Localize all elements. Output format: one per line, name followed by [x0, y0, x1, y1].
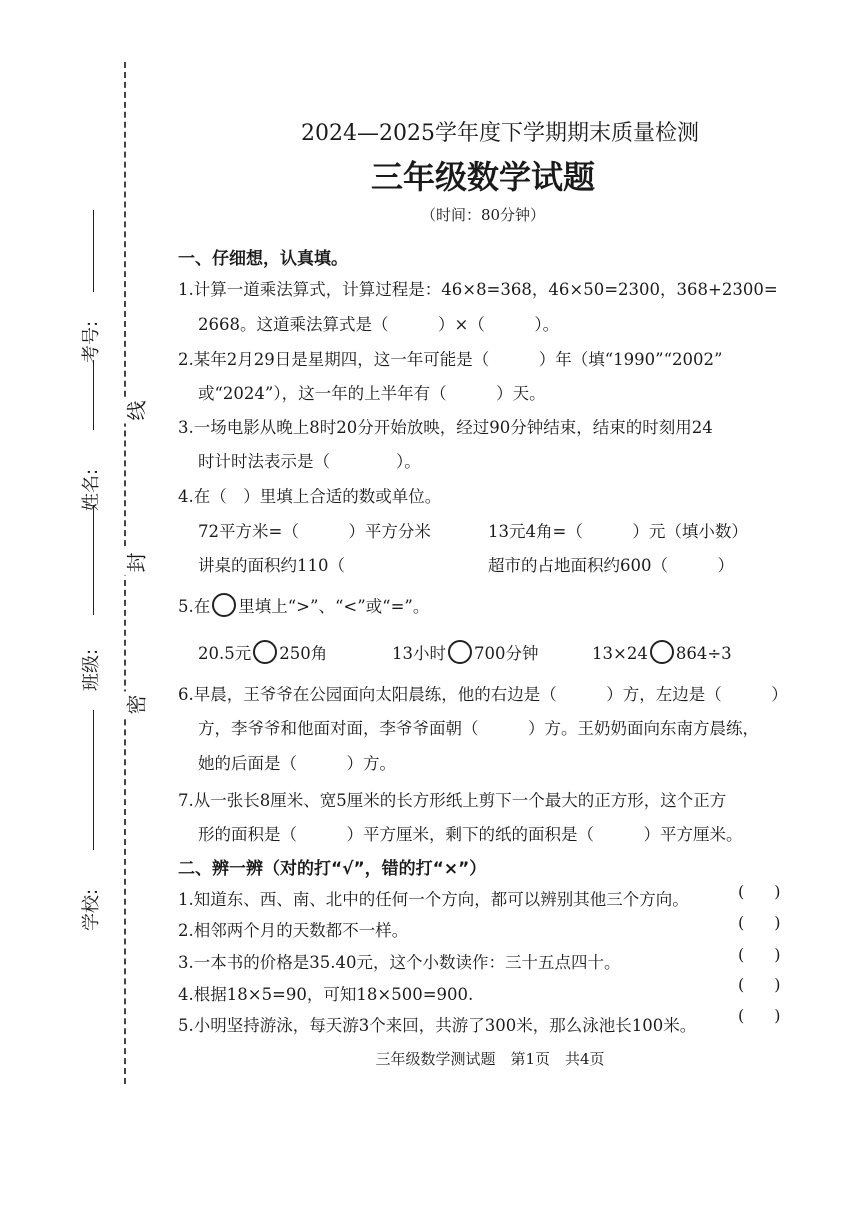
compare-circle-icon: [212, 593, 236, 617]
q7-line1: 7.从一张长8厘米、宽5厘米的长方形纸上剪下一个最大的正方形，这个正方: [178, 791, 727, 810]
q5-b-left: 13小时: [392, 644, 446, 663]
q5-a-right: 250角: [279, 644, 328, 663]
q2-line2: 或“2024”），这一年的上半年有（ ）天。: [198, 384, 546, 403]
q5-b-right: 700分钟: [474, 644, 539, 663]
q5-line1: [178, 593, 429, 617]
q4-item-c: 讲桌的面积约110（: [198, 556, 345, 575]
q5-pre: 5.在: [178, 597, 211, 616]
q4-item-a: 72平方米=（ ）平方分米: [198, 522, 431, 541]
compare-circle-icon[interactable]: [650, 640, 674, 664]
exam-subtitle: 三年级数学试题: [370, 158, 595, 196]
q4-item-d: 超市的占地面积约600（ ）: [488, 556, 734, 575]
q1-line2: 2668。这道乘法算式是（ ）×（ ）。: [198, 315, 560, 334]
section1-heading: 一、仔细想，认真填。: [178, 249, 348, 269]
seal-xian: 线: [121, 398, 150, 424]
seal-mi: 密: [121, 692, 150, 718]
q5-post: 里填上“>”、“<”或“=”。: [238, 597, 430, 616]
compare-circle-icon[interactable]: [253, 640, 277, 664]
class-underline: [93, 505, 94, 615]
q5-item-c: [592, 640, 732, 664]
exam-no-label: 考号:: [81, 320, 102, 363]
answer-paren-5[interactable]: (): [738, 1006, 811, 1025]
answer-paren-3[interactable]: (): [738, 945, 811, 964]
q5-c-left: 13×24: [592, 644, 648, 663]
answer-paren-4[interactable]: (): [738, 975, 811, 994]
class-label: 班级:: [81, 648, 102, 691]
answer-paren-1[interactable]: (): [738, 882, 811, 901]
seal-feng: 封: [121, 550, 150, 576]
q3-line2: 时计时法表示是（ ）。: [198, 452, 421, 471]
exam-title: 2024—2025学年度下学期期末质量检测: [301, 121, 699, 146]
section2-heading: 二、辨一辨（对的打“√”，错的打“×”）: [178, 859, 487, 879]
name-label: 姓名:: [81, 468, 102, 511]
compare-circle-icon[interactable]: [448, 640, 472, 664]
school-underline: [93, 710, 94, 850]
judge-item-1: 1.知道东、西、南、北中的任何一个方向，都可以辨别其他三个方向。: [178, 890, 689, 909]
q5-item-b: [392, 640, 539, 664]
q6-line1: 6.早晨，王爷爷在公园面向太阳晨练，他的右边是（ ）方，左边是（ ）: [178, 685, 788, 704]
q6-line3: 她的后面是（ ）方。: [198, 754, 396, 773]
exam-time: （时间：80分钟）: [420, 206, 546, 224]
school-label: 学校:: [81, 888, 102, 931]
judge-item-4: 4.根据18×5=90，可知18×500=900.: [178, 985, 474, 1004]
name-underline: [93, 360, 94, 430]
q6-line2: 方，李爷爷和他面对面，李爷爷面朝（ ）方。王奶奶面向东南方晨练，: [198, 719, 759, 738]
judge-item-2: 2.相邻两个月的天数都不一样。: [178, 921, 409, 940]
q2-line1: 2.某年2月29日是星期四，这一年可能是（ ）年（填“1990”“2002”: [178, 350, 723, 369]
q4-line1: 4.在（ ）里填上合适的数或单位。: [178, 487, 442, 506]
judge-item-3: 3.一本书的价格是35.40元，这个小数读作：三十五点四十。: [178, 953, 621, 972]
q3-line1: 3.一场电影从晚上8时20分开始放映，经过90分钟结束，结束的时刻用24: [178, 418, 713, 437]
q7-line2: 形的面积是（ ）平方厘米，剩下的纸的面积是（ ）平方厘米。: [198, 825, 743, 844]
q1-line1: 1.计算一道乘法算式，计算过程是：46×8=368，46×50=2300，368+2300=: [178, 280, 778, 299]
judge-item-5: 5.小明坚持游泳，每天游3个来回，共游了300米，那么泳池长100米。: [178, 1016, 697, 1035]
page-footer: 三年级数学测试题 第1页 共4页: [375, 1050, 605, 1068]
q5-c-right: 864÷3: [675, 644, 732, 663]
q5-item-a: [198, 640, 327, 664]
answer-paren-2[interactable]: (): [738, 913, 811, 932]
q4-item-b: 13元4角=（ ）元（填小数）: [488, 522, 748, 541]
q5-a-left: 20.5元: [198, 644, 252, 663]
